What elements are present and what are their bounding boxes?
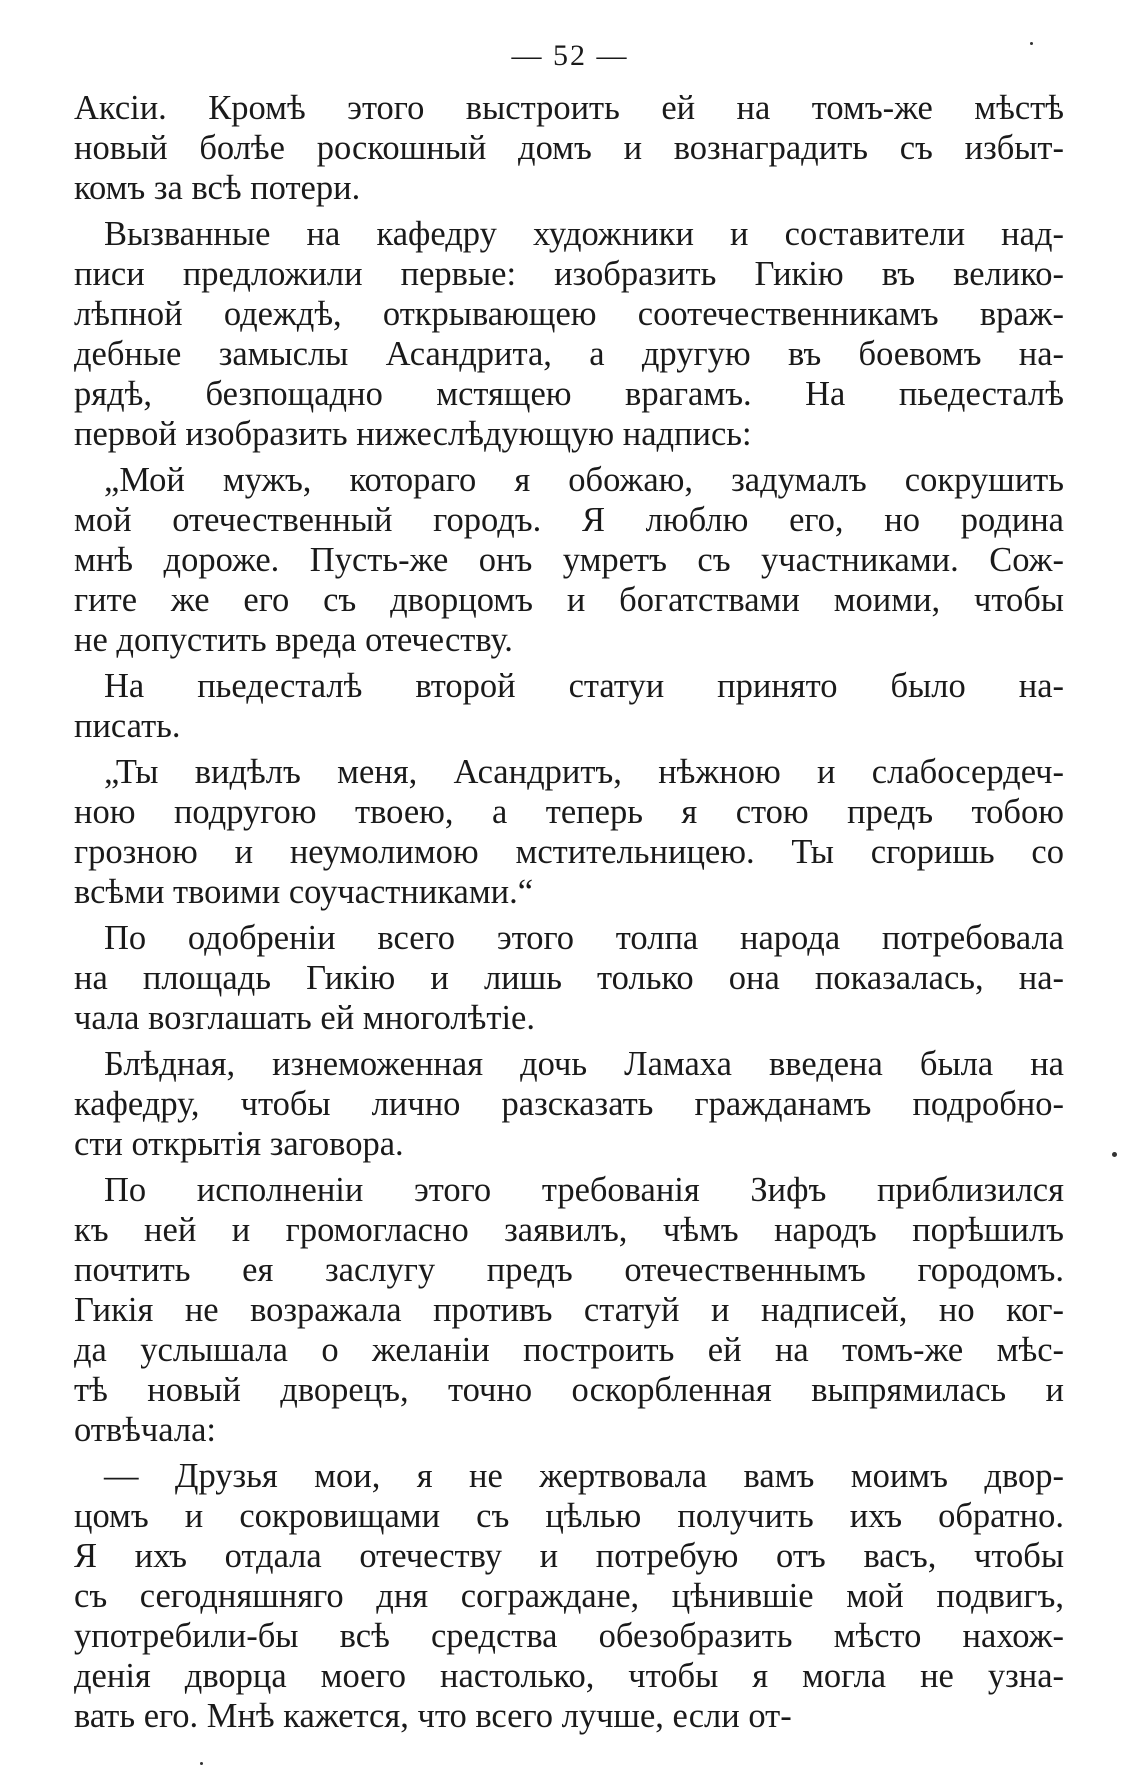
text-line: „Ты видѣлъ меня, Асандритъ, нѣжною и слабосердеч- bbox=[104, 753, 1064, 791]
text-line: — Друзья мои, я не жертвовала вамъ моимъ двор- bbox=[104, 1457, 1064, 1495]
text-line: Вызванные на кафедру художники и составители над- bbox=[104, 215, 1064, 253]
text-line: дебные замыслы Асандрита, а другую въ боевомъ на- bbox=[74, 335, 1064, 373]
text-line: чала возглашать ей многолѣтiе. bbox=[74, 999, 535, 1037]
text-line: денiя дворца моего настолько, чтобы я могла не узна- bbox=[74, 1657, 1064, 1695]
paragraph bbox=[74, 1044, 1064, 1164]
text-line: гите же его съ дворцомъ и богатствами моими, чтобы bbox=[74, 581, 1064, 619]
paragraph bbox=[74, 918, 1064, 1038]
text-line: почтить ея заслугу предъ отечественнымъ городомъ. bbox=[74, 1251, 1064, 1289]
text-line: рядѣ, безпощадно мстящею врагамъ. На пьедесталѣ bbox=[74, 375, 1064, 413]
paragraph bbox=[74, 214, 1064, 454]
text-line: лѣпной одеждѣ, открывающею соотечественникамъ враж- bbox=[74, 295, 1064, 333]
text-line: Аксiи. Кромѣ этого выстроить ей на томъ-же мѣстѣ bbox=[74, 89, 1064, 127]
text-line: къ ней и громогласно заявилъ, чѣмъ народъ порѣшилъ bbox=[74, 1211, 1064, 1249]
text-line: мнѣ дороже. Пусть-же онъ умретъ съ участниками. Сож- bbox=[74, 541, 1064, 579]
text-line: писи предложили первые: изобразить Гикiю въ велико- bbox=[74, 255, 1064, 293]
text-line: да услышала о желанiи построить ей на томъ-же мѣс- bbox=[74, 1331, 1064, 1369]
text-line: съ сегодняшняго дня сограждане, цѣнившiе мой подвигъ, bbox=[74, 1577, 1064, 1615]
paragraph bbox=[74, 1170, 1064, 1450]
paragraph bbox=[74, 460, 1064, 660]
text-line: Я ихъ отдала отечеству и потребую отъ васъ, чтобы bbox=[74, 1537, 1064, 1575]
text-line: ною подругою твоею, а теперь я стою предъ тобою bbox=[74, 793, 1064, 831]
text-line: тѣ новый дворецъ, точно оскорбленная выпрямилась и bbox=[74, 1371, 1064, 1409]
paragraph bbox=[74, 88, 1064, 208]
print-speck bbox=[1112, 1152, 1117, 1157]
text-line: мой отечественный городъ. Я люблю его, но родина bbox=[74, 501, 1064, 539]
text-line: всѣми твоими соучастниками.“ bbox=[74, 873, 534, 911]
text-line: не допустить вреда отечеству. bbox=[74, 621, 513, 659]
paragraph bbox=[74, 1456, 1064, 1736]
text-line: Гикiя не возражала противъ статуй и надписей, но ког- bbox=[74, 1291, 1064, 1329]
paragraph bbox=[74, 666, 1064, 746]
text-line: первой изобразить нижеслѣдующую надпись: bbox=[74, 415, 752, 453]
text-line: отвѣчала: bbox=[74, 1411, 216, 1449]
text-line: На пьедесталѣ второй статуи принято было на- bbox=[104, 667, 1064, 705]
text-line: Блѣдная, изнеможенная дочь Ламаха введена была на bbox=[104, 1045, 1064, 1083]
text-line: комъ за всѣ потери. bbox=[74, 169, 361, 207]
page-number: — 52 — bbox=[511, 39, 629, 72]
print-speck bbox=[1030, 42, 1033, 45]
text-line: „Мой мужъ, котораго я обожаю, задумалъ сокрушить bbox=[104, 461, 1064, 499]
text-line: По исполненiи этого требованiя Зифъ приблизился bbox=[104, 1171, 1064, 1209]
text-line: на площадь Гикiю и лишь только она показалась, на- bbox=[74, 959, 1064, 997]
text-line: По одобренiи всего этого толпа народа потребовала bbox=[104, 919, 1064, 957]
text-line: вать его. Мнѣ кажется, что всего лучше, если от- bbox=[74, 1697, 792, 1735]
body-text bbox=[74, 88, 1064, 1736]
print-speck bbox=[200, 1762, 203, 1765]
text-line: грозною и неумолимою мстительницею. Ты сгоришь со bbox=[74, 833, 1064, 871]
text-line: цомъ и сокровищами съ цѣлью получить ихъ обратно. bbox=[74, 1497, 1064, 1535]
text-line: новый болѣе роскошный домъ и вознаградить съ избыт- bbox=[74, 129, 1064, 167]
text-line: писать. bbox=[74, 707, 181, 745]
text-line: сти открытiя заговора. bbox=[74, 1125, 404, 1163]
text-line: кафедру, чтобы лично разсказать гражданамъ подробно- bbox=[74, 1085, 1064, 1123]
paragraph bbox=[74, 752, 1064, 912]
text-line: употребили-бы всѣ средства обезобразить мѣсто нахож- bbox=[74, 1617, 1064, 1655]
